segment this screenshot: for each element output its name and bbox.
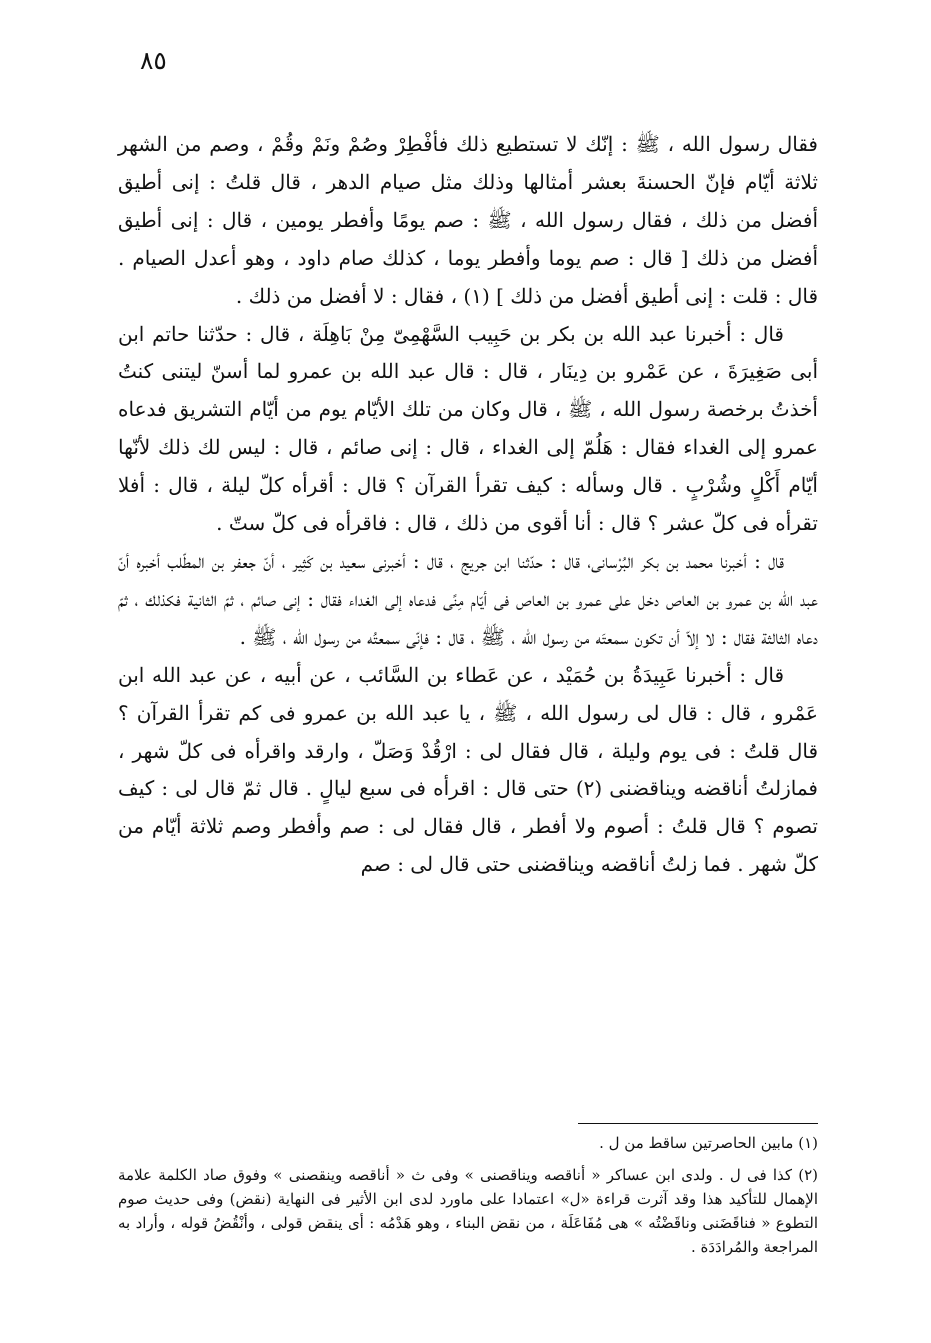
footnote-1: (١) مابين الحاصرتين ساقط من ل .: [599, 1134, 818, 1152]
page-number: ٨٥: [140, 46, 167, 75]
paragraph-1: فقال رسول الله ، ﷺ : إنّك لا تستطيع ذلك فأفْطِرْ وصُمْ ونَمْ وقُمْ ، وصم من الشهر ثلاثة أيّام فإنّ الحسنةَ بعشر أمثالها وذلك مثل صيام الدهر ، قال قلتُ : إنى أطيق أفضل من ذلك ، فقال رسول الله ، ﷺ : صم يومًا وأفطر يومين ، قال : إنى أطيق أفضل من ذلك [ قال : صم يوما وأفطر يوما ، كذلك صام داود ، وهو أعدل الصيام . قال : قلت : إنى أطيق أفضل من ذلك ] (١) ، فقال : لا أفضل من ذلك .: [118, 132, 818, 308]
footnote-2: (٢) كذا فى ل . ولدى ابن عساكر « أناقصه ويناقصنى » وفى ث « أناقصه وينقصنى » وفوق صاد الكلمة علامة الإهمال للتأكيد هذا وقد آثرت قراءة «ل» اعتمادا على ماورد لدى ابن الأثير فى النهاية (نقض) وفى حديث صوم التطوع « فناقَضَنى وناقَضْتُه » هى مُفَاعَلَة ، من نقض البناء ، وهو هَدْمُه : أى ينقض قولى ، وأنْقُضُ قوله ، وأراد به المراجعة والمُرادَدَة .: [118, 1166, 818, 1256]
footnotes: [118, 1131, 818, 1267]
paragraph-2: قال : أخبرنا عبد الله بن بكر بن حَبِيب السَّهْمِىّ مِنْ بَاهِلَة ، قال : حدّثنا حاتم ابن أبى صَغِيرَةَ ، عن عَمْرو بن دِينَار ، قال : قال عبد الله بن عمرو لما أسنّ ليتنى كنتُ أخذتُ برخصة رسول الله ، ﷺ ، قال وكان من تلك الأيّام يوم من أيّام التشريق فدعاه عمرو إلى الغداء فقال : هَلُمّ إلى الغداء ، قال : إنى صائم ، قال : ليس لك ذلك لأنّها أيّام أَكْلٍ وشُرْبٍ . قال وسأله : كيف تقرأ القرآن ؟ قال : أقرأه كلّ ليلة ، قال : أفلا تقرأه فى كلّ عشر ؟ قال : أنا أقوى من ذلك ، قال : فاقرأه فى كلّ ستّ .: [118, 321, 818, 536]
main-text: [118, 126, 818, 884]
footnote-divider: [578, 1123, 818, 1124]
paragraph-4: قال : أخبرنا عَبِيدَةُ بن حُمَيْد ، عن عَطاء بن السَّائب ، عن أبيه ، عن عبد الله ابن عَمْرو ، قال : قال لى رسول الله ، ﷺ ، يا عبد الله بن عمرو فى كم تقرأ القرآن ؟ قال قلتُ : فى يوم وليلة ، قال فقال لى : ارْقُدْ وَصَلّ ، وارقد واقرأه فى كلّ شهر ، فمازلتُ أناقضه ويناقضنى (٢) حتى قال : اقرأه فى سبع ليالٍ . قال ثمّ قال لى : كيف تصوم ؟ قال قلتُ : أصوم ولا أفطر ، قال فقال لى : صم وأفطر وصم ثلاثة أيّام من كلّ شهر . فما زلتُ أناقضه ويناقضنى حتى قال لى : صم: [118, 662, 818, 877]
paragraph-3: قال : أخبرنا محمد بن بكر البُرْسانى، قال : حدّثنا ابن جريج ، قال : أخبرنى سعيد بن كَثِير ، أنّ جعفر بن المطّلب أخبره أنّ عبد الله بن عمرو بن العاص دخل على عمرو بن العاص فى أيّام مِنًى فدعاه إلى الغداء فقال : إنى صائم ، ثمّ الثانية فكذلك ، ثمّ دعاه الثالثة فقال : لا إلاّ أن تكون سمعتَه من رسول الله ، ﷺ ، قال : فإنّى سمعتُه من رسول الله ، ﷺ .: [118, 548, 818, 649]
